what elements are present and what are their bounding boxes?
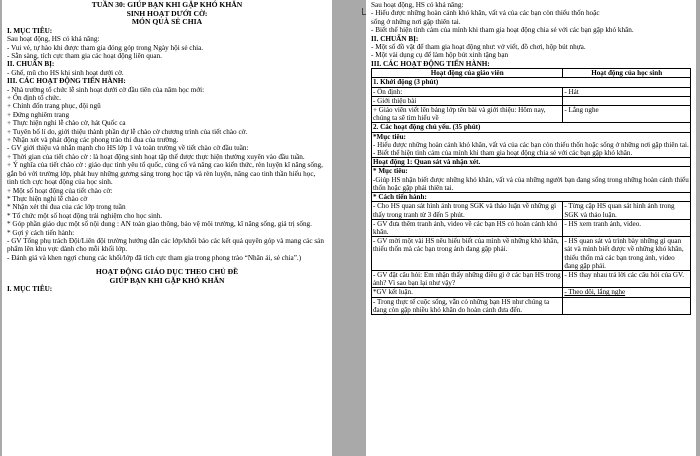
text-line: - Ghế, mũ cho HS khi sinh hoạt dưới cờ. xyxy=(7,68,124,77)
text-line: sống ở những nơi gặp thiên tai. xyxy=(371,17,461,26)
text-line: * Tổ chức một số hoạt động trải nghiệm cho học sinh. xyxy=(7,211,163,220)
row-text: -Giúp HS nhận biết được những khó khăn, vất vả của những người bạn đang sống trong những hoàn cảnh thiếu thốn hoặc gặp phải thiên tai. xyxy=(373,175,689,192)
row-text: - Biết thể hiện tình cảm của mình khi tham gia hoạt động chia sẻ với các bạn gặp khó khăn. xyxy=(373,149,633,158)
teacher-activity-cell: - Trong thực tế cuộc sống, vẫn có những bạn HS như chúng ta đang còn gặp nhiều khó khăn do hoàn cảnh đưa đến. xyxy=(372,297,563,314)
row-heading: 1. Khởi động (3 phút) xyxy=(373,78,439,87)
teacher-activity-cell: *GV kết luận. xyxy=(372,288,563,297)
text-line: + Ổn định tổ chức. xyxy=(7,94,62,103)
student-activity-cell: - HS quan sát và trình bày những gì quan sát và mình biết được về những khó khăn, thiếu thốn mà các bạn trong ảnh, video đang gặp phải. xyxy=(563,237,691,271)
table-cell-merged xyxy=(372,78,691,87)
text-line: + Tuyên bố lí do, giới thiệu thành phần dự lễ chào cờ chương trình của tiết chào cờ. xyxy=(7,127,248,136)
table-cell-merged xyxy=(372,132,691,158)
table-row xyxy=(372,167,691,193)
table-header-row xyxy=(372,69,691,78)
header-line: MÓN QUÀ SẺ CHIA xyxy=(131,17,203,27)
table-row xyxy=(372,237,691,271)
row-heading: 2. Các hoạt động chủ yếu. (35 phút) xyxy=(373,123,481,132)
student-activity-cell xyxy=(563,96,691,105)
activity-table xyxy=(371,68,691,315)
text-line: - Một số đồ vật để tham gia hoạt động như: vở viết, đồ chơi, hộp bút nhựa. xyxy=(371,43,586,52)
table-row xyxy=(372,96,691,105)
teacher-activity-cell: - GV đưa thêm tranh ảnh, video về các bạn HS có hoàn cảnh khó khăn. xyxy=(372,219,563,236)
table-row xyxy=(372,78,691,87)
table-row xyxy=(372,87,691,96)
text-line: + Chỉnh đốn trang phục, đội ngũ xyxy=(7,102,101,111)
header-line: SINH HOẠT DƯỚI CỜ: xyxy=(126,8,208,18)
text-line: - GV giới thiệu và nhắn mạnh cho HS lớp 1 và toàn trường về tiết chào cờ đầu tuần: xyxy=(7,144,249,153)
teacher-activity-cell: - GV đặt câu hỏi: Em nhận thấy những điều gì ở các bạn HS trong ảnh? Vì sao bạn lại như vậy? xyxy=(372,270,563,287)
text-line: - Nhà trường tổ chức lễ sinh hoạt dưới cờ đầu tiên của năm học mới: xyxy=(7,85,205,94)
text-line: + Thực hiện nghi lễ chào cờ, hát Quốc ca xyxy=(7,119,126,128)
table-row xyxy=(372,106,691,123)
section-heading: II. CHUẨN BỊ: xyxy=(7,60,55,69)
table-row xyxy=(372,158,691,167)
section-title xyxy=(7,268,327,285)
table-row xyxy=(372,219,691,236)
teacher-activity-cell: + Giáo viên viết lên bảng lớp tên bài và giới thiệu: Hôm nay, chúng ta sẽ tìm hiểu về xyxy=(372,106,563,123)
text-line: - Sẵn sàng, tích cực tham gia các hoạt động liên quan. xyxy=(7,52,162,60)
section-heading: I. MỤC TIÊU: xyxy=(7,26,53,35)
table-row xyxy=(372,270,691,287)
text-line: - Đánh giá và khen ngợi chung các khối/lớp đã tích cực tham gia trong phong trào “Nhân ái, sẻ chia”.) xyxy=(7,253,302,262)
teacher-activity-cell: - GV mời một vài HS nêu hiểu biết của mình về những khó khăn, thiếu thốn mà các bạn trong ảnh đang gặp phải. xyxy=(372,237,563,271)
teacher-activity-cell: - Cho HS quan sát hình ảnh trong SGK và thảo luận về những gì thấy trong tranh từ 3 đến 5 phút. xyxy=(372,202,563,219)
text-line: + Nhận xét và phát động các phong trào thi đua của trường. xyxy=(7,136,179,145)
student-activity-cell: - Theo dõi, lắng nghe xyxy=(563,288,691,297)
footer-title-line: HOẠT ĐỘNG GIÁO DỤC THEO CHỦ ĐỀ xyxy=(95,267,239,277)
student-activity-cell: - Từng cặp HS quan sát hình ảnh trong SGK và thảo luận. xyxy=(563,202,691,219)
table-cell-merged xyxy=(372,123,691,132)
table-cell-merged xyxy=(372,193,691,202)
table-row xyxy=(372,193,691,202)
table-row xyxy=(372,132,691,158)
text-line: - Vui vẻ, tự hào khi được tham gia đóng góp trong Ngày hội sẻ chia. xyxy=(7,43,204,52)
page-header xyxy=(7,1,327,27)
table-header-student: Hoạt động của học sinh xyxy=(563,69,691,78)
text-line: * Nhận xét thi đua của các lớp trong tuần xyxy=(7,203,126,212)
text-line: * Gợi ý cách tiến hành: xyxy=(7,228,75,237)
text-line: * Thực hiện nghi lễ chào cờ xyxy=(7,194,88,203)
table-row xyxy=(372,123,691,132)
row-heading: * Mục tiêu: xyxy=(373,167,408,176)
row-heading: *Mục tiêu: xyxy=(373,132,406,141)
student-activity-cell: - Lắng nghe xyxy=(563,106,691,123)
header-line: TUẦN 30: GIÚP BẠN KHI GẶP KHÓ KHĂN xyxy=(91,0,243,9)
student-activity-cell: - HS thay nhau trả lời các câu hỏi của GV. xyxy=(563,270,691,287)
student-activity-cell xyxy=(563,297,691,314)
section-heading: I. MỤC TIÊU: xyxy=(7,285,53,294)
document-page-right xyxy=(366,0,696,456)
row-text: - Hiểu được những hoàn cảnh khó khăn, vất vả của các bạn còn thiếu thốn hoặc sống ở những nơi gặp thiên tai. xyxy=(373,140,689,149)
teacher-activity-cell: - Ổn định: xyxy=(372,87,563,96)
footer-title-line: GIÚP BẠN KHI GẶP KHÓ KHĂN xyxy=(109,275,225,285)
text-line: + Đứng nghiêm trang xyxy=(7,110,70,119)
student-activity-cell: - HS xem tranh ảnh, video. xyxy=(563,219,691,236)
text-line: - Hiểu được những hoàn cảnh khó khăn, vất vả của các bạn còn thiếu thốn hoặc xyxy=(371,9,600,18)
text-line: + Thời gian của tiết chào cờ : là hoạt động sinh hoạt tập thể được thực hiện thường xuyên vào đầu tuần. xyxy=(7,152,305,161)
table-row xyxy=(372,288,691,297)
text-line: - GV Tổng phụ trách Đội/Liên đội trường hướng dẫn các lớp/khối bảo các kết quả quyên góp và mang các sản phẩm lên khu vực dành cho mỗi khối lớp. xyxy=(7,236,324,254)
section-heading: III. CÁC HOẠT ĐỘNG TIẾN HÀNH: xyxy=(371,59,490,68)
document-page-left xyxy=(2,0,332,456)
text-line: Sau hoạt động, HS có khả năng: xyxy=(7,35,100,44)
text-line: + Ý nghĩa của tiết chào cờ : giáo dục tình yêu tổ quốc, củng cố và nâng cao kiến thức, rèn luyện kĩ năng sống, gắn bó với trường lớp, phát huy những gương sáng trong học tập và rèn luyện, nâng cao tinh thần hiếu học, tinh tích cực hoạt động của học sinh. xyxy=(7,161,323,187)
section-heading: III. CÁC HOẠT ĐỘNG TIẾN HÀNH: xyxy=(7,77,126,86)
table-cell-merged xyxy=(372,167,691,193)
text-line: - Biết thể hiện tình cảm của mình khi tham gia hoạt động chia sẻ với các bạn gặp khó khăn. xyxy=(371,26,634,35)
page-body xyxy=(371,1,691,68)
table-cell-merged xyxy=(372,158,691,167)
text-line: * Góp phần giáo dục một số nội dung : AN toàn giao thông, bảo vệ môi trường, kĩ năng sống, giá trị sống. xyxy=(7,220,312,229)
section-heading: II. CHUẨN BỊ: xyxy=(371,34,419,43)
teacher-activity-cell: - Giới thiệu bài xyxy=(372,96,563,105)
row-heading: * Cách tiến hành: xyxy=(373,193,427,202)
page-body xyxy=(7,27,327,262)
text-line: - Một vài dụng cụ để làm hộp bút xinh tặng bạn xyxy=(371,51,509,60)
text-line: Sau hoạt động, HS có khả năng: xyxy=(371,1,464,9)
text-line: + Một số hoạt động của tiết chào cờ: xyxy=(7,186,113,195)
student-activity-cell: - Hát xyxy=(563,87,691,96)
row-heading: Hoạt động 1: Quan sát và nhận xét. xyxy=(373,158,481,167)
table-row xyxy=(372,202,691,219)
table-header-teacher: Hoạt động của giáo viên xyxy=(372,69,563,78)
table-row xyxy=(372,297,691,314)
